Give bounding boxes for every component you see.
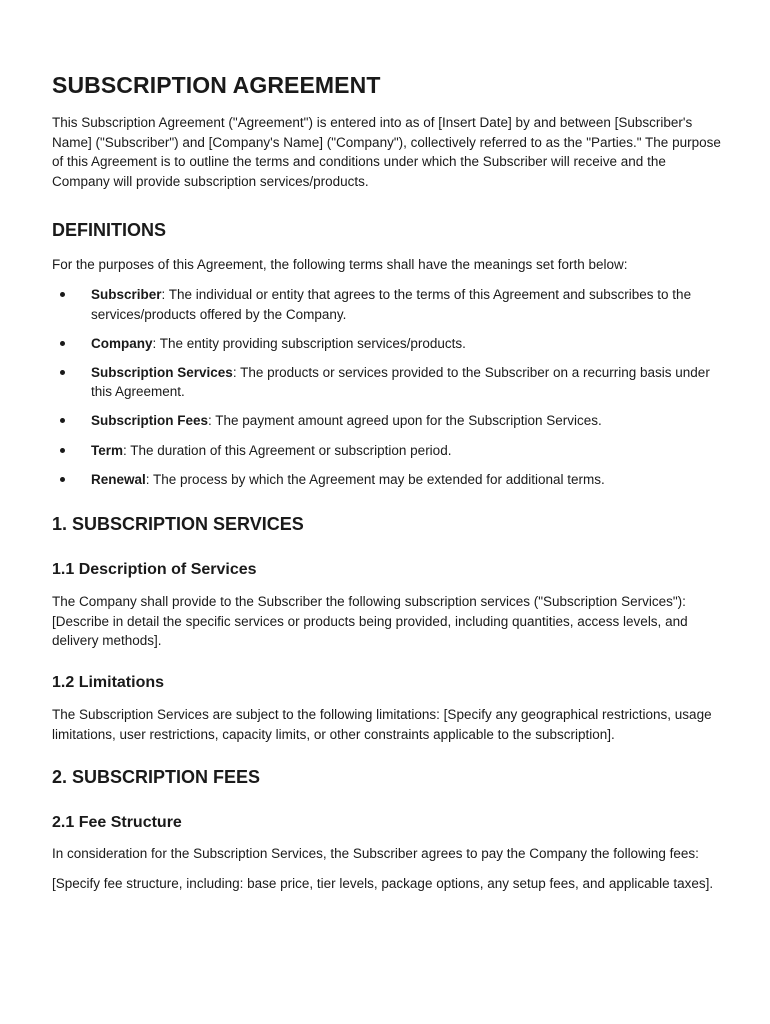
section-1-1-heading: 1.1 Description of Services bbox=[52, 561, 257, 579]
definition-item bbox=[52, 411, 722, 431]
bullet-icon bbox=[60, 477, 65, 482]
definition-text: : The products or services provided to the Subscriber on a recurring basis under this Agreement. bbox=[91, 364, 710, 400]
bullet-icon bbox=[60, 370, 65, 375]
section-1-heading: 1. SUBSCRIPTION SERVICES bbox=[52, 514, 304, 535]
definition-item bbox=[52, 441, 722, 461]
bullet-icon bbox=[60, 341, 65, 346]
definition-term: Renewal bbox=[91, 471, 146, 487]
bullet-icon bbox=[60, 448, 65, 453]
bullet-icon bbox=[60, 292, 65, 297]
definition-item bbox=[52, 470, 722, 490]
bullet-icon bbox=[60, 418, 65, 423]
definition-term: Subscriber bbox=[91, 286, 162, 302]
definition-text: : The process by which the Agreement may be extended for additional terms. bbox=[145, 471, 605, 487]
section-2-1-placeholder: [Specify fee structure, including: base price, tier levels, package options, any setup fees, and applicable taxes]. bbox=[52, 875, 714, 891]
section-2-1-text: In consideration for the Subscription Services, the Subscriber agrees to pay the Company the following fees: bbox=[52, 846, 699, 862]
section-1-1-text: The Company shall provide to the Subscriber the following subscription services ("Subscription Services"): [Describe in detail the specific services or products being provided, including quantities, access levels, and delivery methods]. bbox=[52, 594, 688, 649]
document-title: SUBSCRIPTION AGREEMENT bbox=[52, 72, 381, 98]
section-2-1-heading: 2.1 Fee Structure bbox=[52, 814, 182, 832]
definitions-heading: DEFINITIONS bbox=[52, 220, 167, 241]
section-1-2-heading: 1.2 Limitations bbox=[52, 674, 165, 691]
definitions-list bbox=[52, 285, 722, 489]
definition-text: : The duration of this Agreement or subscription period. bbox=[123, 442, 452, 458]
definition-item bbox=[52, 363, 722, 402]
section-2-heading: 2. SUBSCRIPTION FEES bbox=[52, 767, 261, 788]
intro-paragraph: This Subscription Agreement ("Agreement") is entered into as of [Insert Date] by and between [Subscriber's Name] ("Subscriber") and [Company's Name] ("Company"), collectively referred to as the "Parties." The purpose of this Agreement is to outline the terms and conditions under which the Subscriber will receive and the Company will provide subscription services/products. bbox=[52, 115, 721, 189]
definition-item bbox=[52, 285, 722, 324]
definitions-lead: For the purposes of this Agreement, the following terms shall have the meanings set forth below: bbox=[52, 257, 628, 273]
definition-text: : The individual or entity that agrees to the terms of this Agreement and subscribes to the services/products offered by the Company. bbox=[91, 286, 692, 322]
definition-term: Subscription Services bbox=[91, 364, 233, 380]
definition-term: Subscription Fees bbox=[91, 413, 209, 429]
definition-text: : The entity providing subscription services/products. bbox=[152, 335, 466, 351]
section-1-2-text: The Subscription Services are subject to the following limitations: [Specify any geographical restrictions, usage limitations, user restrictions, capacity limits, or other constraints applicable to the subscription]. bbox=[52, 707, 712, 742]
definition-item bbox=[52, 334, 722, 354]
definition-term: Company bbox=[91, 335, 153, 351]
definition-text: : The payment amount agreed upon for the Subscription Services. bbox=[208, 413, 602, 429]
document-page bbox=[52, 70, 722, 893]
definition-term: Term bbox=[91, 442, 124, 458]
